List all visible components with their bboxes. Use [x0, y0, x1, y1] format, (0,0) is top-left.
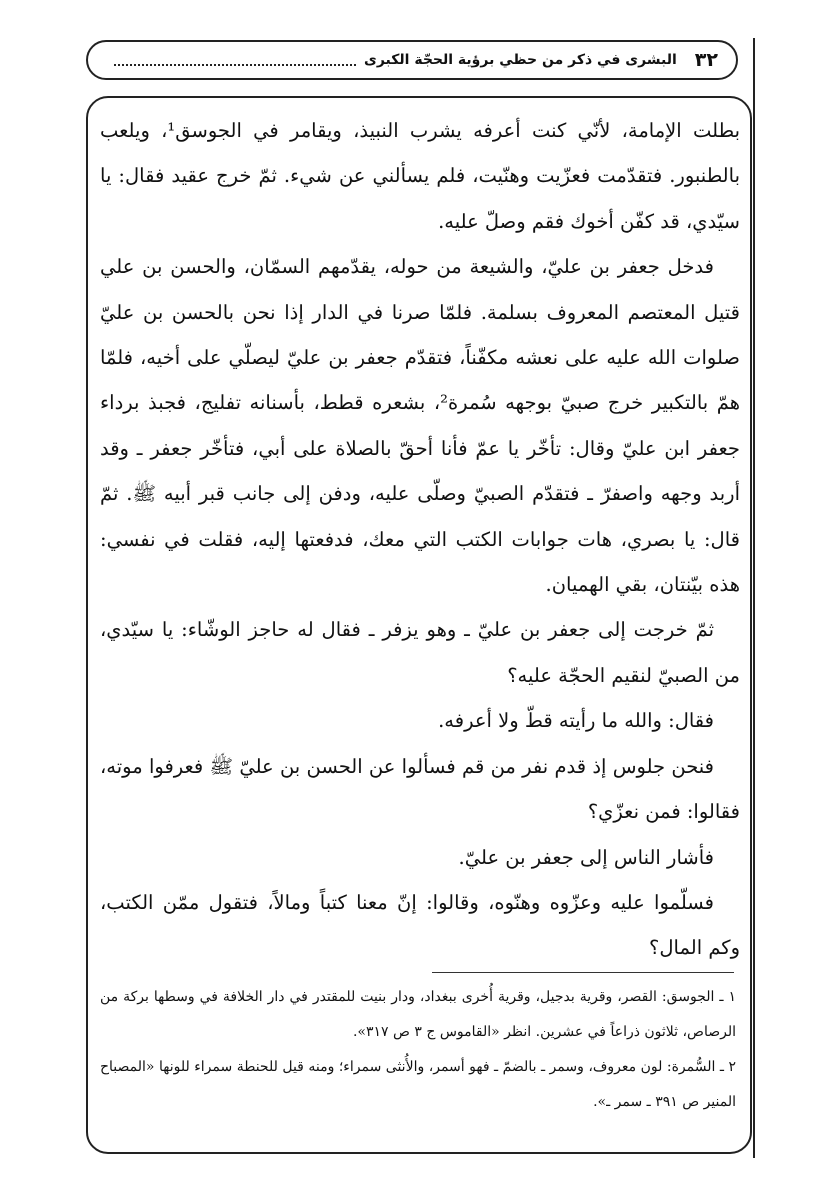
page-number: ٣٢: [694, 49, 718, 71]
running-header: [86, 40, 738, 80]
paragraph: فقال: والله ما رأيته قطّ ولا أعرفه.: [438, 709, 714, 733]
paragraph: فدخل جعفر بن عليّ، والشيعة من حوله، يقدّمهم السمّان، والحسن بن علي قتيل المعتصم المعروف بسلمة. فلمّا صرنا في الدار إذا نحن بالحسن بن عليّ صلوات الله عليه على نعشه مكفّناً، فتقدّم جعفر بن عليّ ليصلّي على أخيه، فلمّا همّ بالتكبير خرج صبيّ بوجهه سُمرة²، بشعره قطط، بأسنانه تفليج، فجبذ برداء جعفر ابن عليّ وقال: تأخّر يا عمّ فأنا أحقّ بالصلاة على أبي، فتأخّر جعفر ـ وقد أربد وجهه واصفرّ ـ فتقدّم الصبيّ وصلّى عليه، ودفن إلى جانب قبر أبيه ﷺ. ثمّ قال: يا بصري، هات جوابات الكتب التي معك، فدفعتها إليه، فقلت في نفسي: هذه بيّنتان، بقي الهميان.: [100, 255, 740, 597]
paragraph: ثمّ خرجت إلى جعفر بن عليّ ـ وهو يزفر ـ فقال له حاجز الوشّاء: يا سيّدي، من الصبيّ لنقيم الحجّة عليه؟: [100, 618, 740, 687]
footnotes: [100, 980, 736, 1120]
body-text: [100, 108, 740, 971]
paragraph: فنحن جلوس إذ قدم نفر من قم فسألوا عن الحسن بن عليّ ﷺ فعرفوا موته، فقالوا: فمن نعزّي؟: [100, 754, 740, 824]
running-title: البشرى في ذكر من حظي برؤية الحجّة الكبرى: [364, 52, 677, 68]
header-leader-dots: [114, 54, 356, 66]
paragraph: بطلت الإمامة، لأنّي كنت أعرفه يشرب النبيذ، ويقامر في الجوسق¹، ويلعب بالطنبور. فتقدّمت فعزّيت وهنّيت، فلم يسألني عن شيء. ثمّ خرج عقيد فقال: يا سيّدي، قد كفّن أخوك فقم وصلّ عليه.: [100, 119, 740, 233]
paragraph: فأشار الناس إلى جعفر بن عليّ.: [458, 845, 714, 869]
footnote-separator: [432, 972, 734, 973]
paragraph: فسلّموا عليه وعزّوه وهنّوه، وقالوا: إنّ معنا كتباً ومالاً، فتقول ممّن الكتب، وكم المال؟: [100, 890, 740, 960]
footnote: ١ ـ الجوسق: القصر، وقرية بدجيل، وقرية أُخرى ببغداد، ودار بنيت للمقتدر في دار الخلافة في وسطها بركة من الرصاص، ثلاثون ذراعاً في عشرين. انظر «القاموس ج ٣ ص ٣١٧».: [100, 989, 736, 1040]
footnote: ٢ ـ السُّمرة: لون معروف، وسمر ـ بالضمّ ـ فهو أسمر، والأُنثى سمراء؛ ومنه قيل للحنطة سمراء للونها «المصباح المنير ص ٣٩١ ـ سمر ـ».: [100, 1059, 736, 1110]
margin-rule: [753, 38, 755, 1158]
